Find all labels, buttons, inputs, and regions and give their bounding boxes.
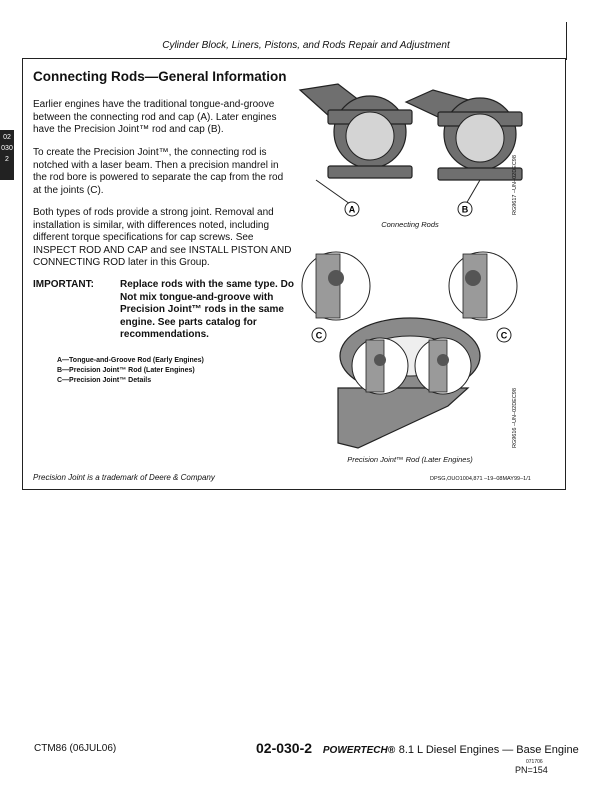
figure-1-code: RG9617 –UN–02DEC98 — [512, 155, 518, 215]
figure-legend — [57, 356, 204, 386]
footer-brand: POWERTECH® — [322, 745, 396, 756]
trademark-footnote: Precision Joint is a trademark of Deere & Company — [33, 473, 215, 482]
footer-description: 8.1 L Diesel Engines — Base Engine — [398, 744, 579, 756]
footer-manual-id: CTM86 (06JUL06) — [34, 743, 117, 754]
important-text: Replace rods with the same type. Do Not mix tongue-and-groove with Precision Joint™ rods in the same engine. See parts catalog for recommendations. — [120, 279, 294, 340]
section-tab — [0, 130, 14, 180]
page-header-title: Cylinder Block, Liners, Pistons, and Rods Repair and Adjustment — [162, 40, 450, 51]
callout-b: B — [461, 204, 469, 215]
paragraph-3: Both types of rods provide a strong joint. Removal and installation is similar, with differences noted, including different torque specifications for cap screws. See INSPECT ROD AND CAP and see INSTALL PISTON AND CONNECTING ROD later in this Group. — [33, 207, 292, 268]
paragraph-1: Earlier engines have the traditional tongue-and-groove between the connecting rod and cap (A). Later engines have the Precision Joint™ rod and cap (B). — [33, 99, 277, 135]
section-tab-line2: 030 — [1, 145, 13, 152]
footer-section-number: 02-030-2 — [256, 740, 313, 756]
section-title: Connecting Rods—General Information — [33, 69, 287, 84]
legend-item-c: C—Precision Joint™ Details — [57, 377, 152, 384]
callout-c-right: C — [500, 330, 508, 341]
footer-page-number: PN=154 — [515, 765, 548, 775]
document-reference: DPSG,OUO1004,871 –19–08MAY99–1/1 — [430, 476, 531, 482]
figure-1-caption: Connecting Rods — [381, 220, 439, 229]
figure-2-caption: Precision Joint™ Rod (Later Engines) — [347, 455, 473, 464]
important-label: IMPORTANT: — [33, 279, 94, 290]
section-tab-line1: 02 — [3, 134, 11, 141]
precision-joint-illustration — [298, 238, 523, 453]
section-tab-line3: 2 — [5, 156, 9, 163]
footer-small-code: 071706 — [526, 759, 543, 765]
connecting-rods-illustration — [298, 82, 523, 222]
figure-2-code: RG9616 –UN–02DEC98 — [512, 388, 518, 448]
callout-a: A — [348, 204, 356, 215]
paragraph-2: To create the Precision Joint™, the connecting rod is notched with a laser beam. Then a precision mandrel in the rod bore is powered to separate the cap from the rod at the joints (C). — [33, 147, 284, 196]
callout-c-left: C — [315, 330, 323, 341]
legend-item-b: B—Precision Joint™ Rod (Later Engines) — [57, 367, 195, 374]
footer-center — [256, 740, 579, 756]
legend-item-a: A—Tongue-and-Groove Rod (Early Engines) — [57, 357, 204, 364]
